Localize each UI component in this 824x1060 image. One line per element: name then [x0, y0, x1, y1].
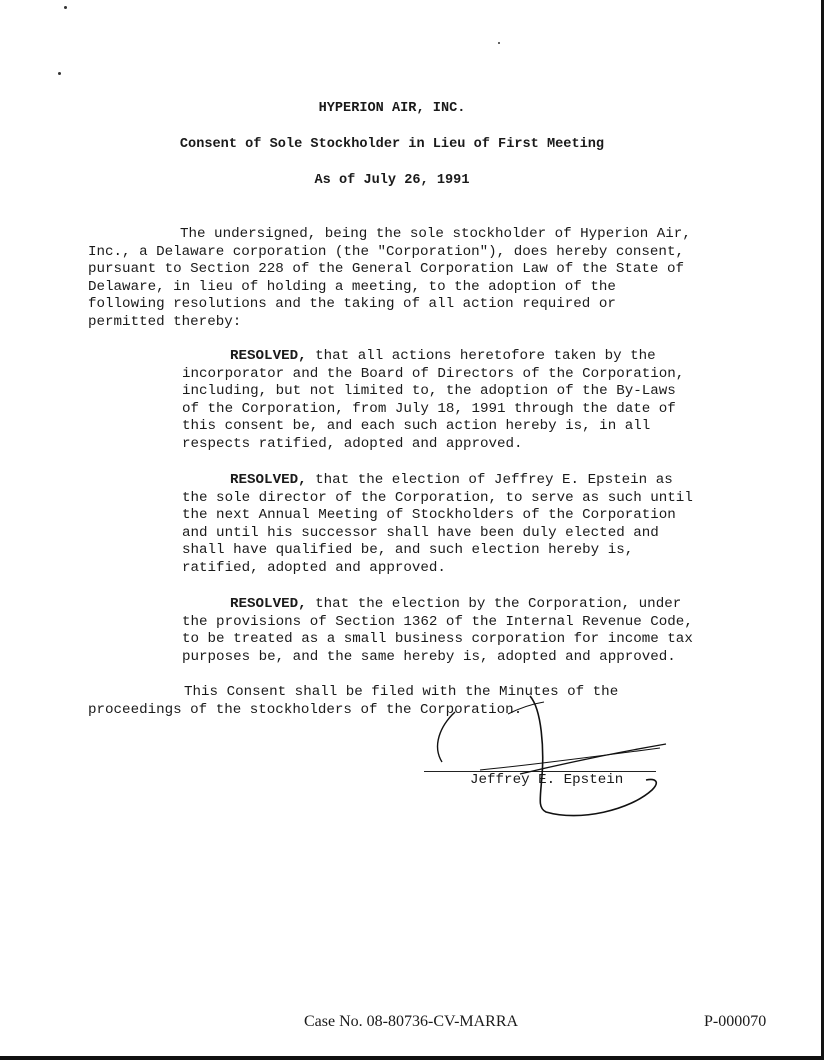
closing-paragraph: This Consent shall be filed with the Minutes of the proceedings of the stockholders of the Corporation.: [88, 684, 619, 718]
resolution-keyword: RESOLVED,: [230, 596, 307, 612]
resolution-text: that the election by the Corporation, under the provisions of Section 1362 of the Internal Revenue Code, to be treated as a small business corporation for income tax purposes be, and the same hereby is, adopted and approved.: [182, 596, 693, 665]
resolution-text: that the election of Jeffrey E. Epstein as the sole director of the Corporation, to serve as such until the next Annual Meeting of Stockholders of the Corporation and until his successor shall have been duly elected and shall have qualified be, and such election hereby is, ratified, adopted and approved.: [182, 472, 693, 576]
handwritten-signature: [420, 690, 680, 830]
company-title: HYPERION AIR, INC.: [318, 101, 466, 116]
signatory-name: Jeffrey E. Epstein: [470, 772, 624, 788]
scan-speck: [498, 42, 500, 44]
resolution-1: [182, 348, 722, 454]
resolution-keyword: RESOLVED,: [230, 348, 307, 364]
scan-edge-bottom: [0, 1056, 824, 1060]
case-number: Case No. 08-80736-CV-MARRA: [304, 1013, 519, 1030]
document-subject: Consent of Sole Stockholder in Lieu of First Meeting: [179, 137, 605, 152]
intro-paragraph: The undersigned, being the sole stockholder of Hyperion Air, Inc., a Delaware corporation (the "Corporation"), does hereby consent, pursuant to Section 228 of the General Corporation Law of the State of Delaware, in lieu of holding a meeting, to the adoption of the following resolutions and the taking of all action required or permitted thereby:: [88, 226, 691, 330]
resolution-2: [182, 472, 722, 578]
resolution-3: [182, 596, 722, 666]
scan-speck: [64, 6, 67, 9]
scan-speck: [58, 72, 61, 75]
resolution-text: that all actions heretofore taken by the incorporator and the Board of Directors of the Corporation, including, but not limited to, the adoption of the By-Laws of the Corporation, from July 18, 1991 through the date of this consent be, and each such action hereby is, in all respects ratified, adopted and approved.: [182, 348, 685, 452]
document-date: As of July 26, 1991: [314, 173, 470, 188]
bates-number: P-000070: [704, 1013, 767, 1030]
resolution-keyword: RESOLVED,: [230, 472, 307, 488]
